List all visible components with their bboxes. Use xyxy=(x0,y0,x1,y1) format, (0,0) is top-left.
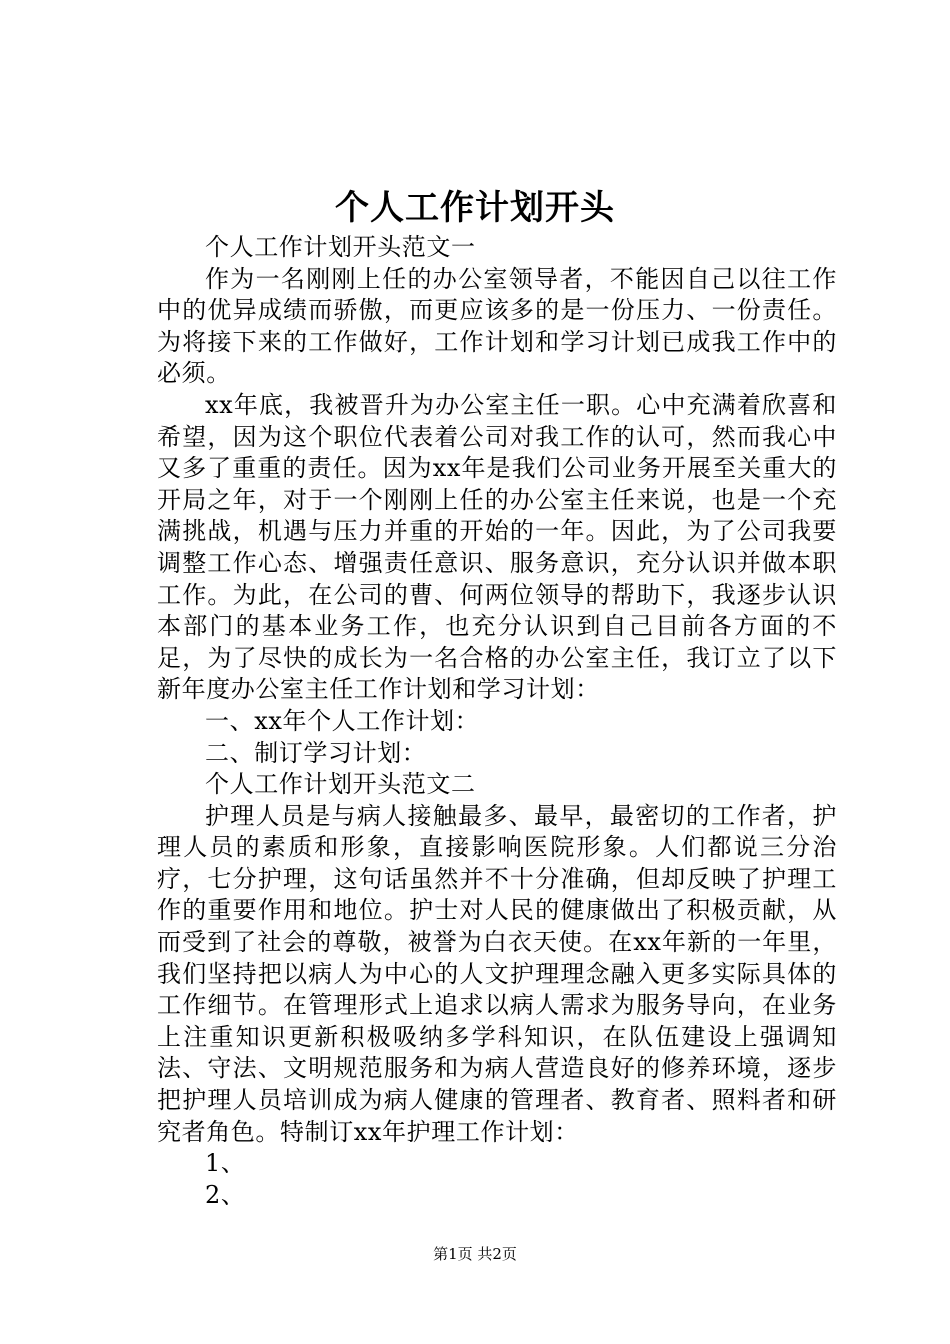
paragraph-heading-sample-2: 个人工作计划开头范文二 xyxy=(205,770,476,799)
paragraph: 护理人员是与病人接触最多、最早，最密切的工作者，护理人员的素质和形象，直接影响医院形象。人们都说三分治疗，七分护理，这句话虽然并不十分准确，但却反映了护理工作的重要作用和地位。护士对人民的健康做出了积极贡献，从而受到了社会的尊敬，被誉为白衣天使。在xx年新的一年里，我们坚持把以病人为中心的人文护理理念融入更多实际具体的工作细节。在管理形式上追求以病人需求为服务导向，在业务上注重知识更新积极吸纳多学科知识，在队伍建设上强调知法、守法、文明规范服务和为病人营造良好的修养环境，逐步把护理人员培训成为病人健康的管理者、教育者、照料者和研究者角色。特制订xx年护理工作计划： xyxy=(157,801,837,1146)
page-number-footer: 第1页 共2页 xyxy=(433,1245,517,1263)
document-body xyxy=(157,232,837,1211)
paragraph-heading-sample-1: 个人工作计划开头范文一 xyxy=(205,233,476,261)
list-item-study-plan: 二、制订学习计划： xyxy=(205,738,427,767)
list-item-2: 2、 xyxy=(205,1180,246,1209)
list-item-work-plan: 一、xx年个人工作计划： xyxy=(205,706,480,735)
document-title: 个人工作计划开头 xyxy=(335,188,615,228)
list-item-1: 1、 xyxy=(205,1149,246,1178)
paragraph: xx年底，我被晋升为办公室主任一职。心中充满着欣喜和希望，因为这个职位代表着公司对我工作的认可，然而我心中又多了重重的责任。因为xx年是我们公司业务开展至关重大的开局之年，对于一个刚刚上任的办公室主任来说，也是一个充满挑战，机遇与压力并重的开始的一年。因此，为了公司我要调整工作心态、增强责任意识、服务意识，充分认识并做本职工作。为此，在公司的曹、何两位领导的帮助下，我逐步认识本部门的基本业务工作，也充分认识到自己目前各方面的不足，为了尽快的成长为一名合格的办公室主任，我订立了以下新年度办公室主任工作计划和学习计划： xyxy=(157,390,837,704)
paragraph: 作为一名刚刚上任的办公室领导者，不能因自己以往工作中的优异成绩而骄傲，而更应该多的是一份压力、一份责任。为将接下来的工作做好，工作计划和学习计划已成我工作中的必须。 xyxy=(157,264,837,388)
